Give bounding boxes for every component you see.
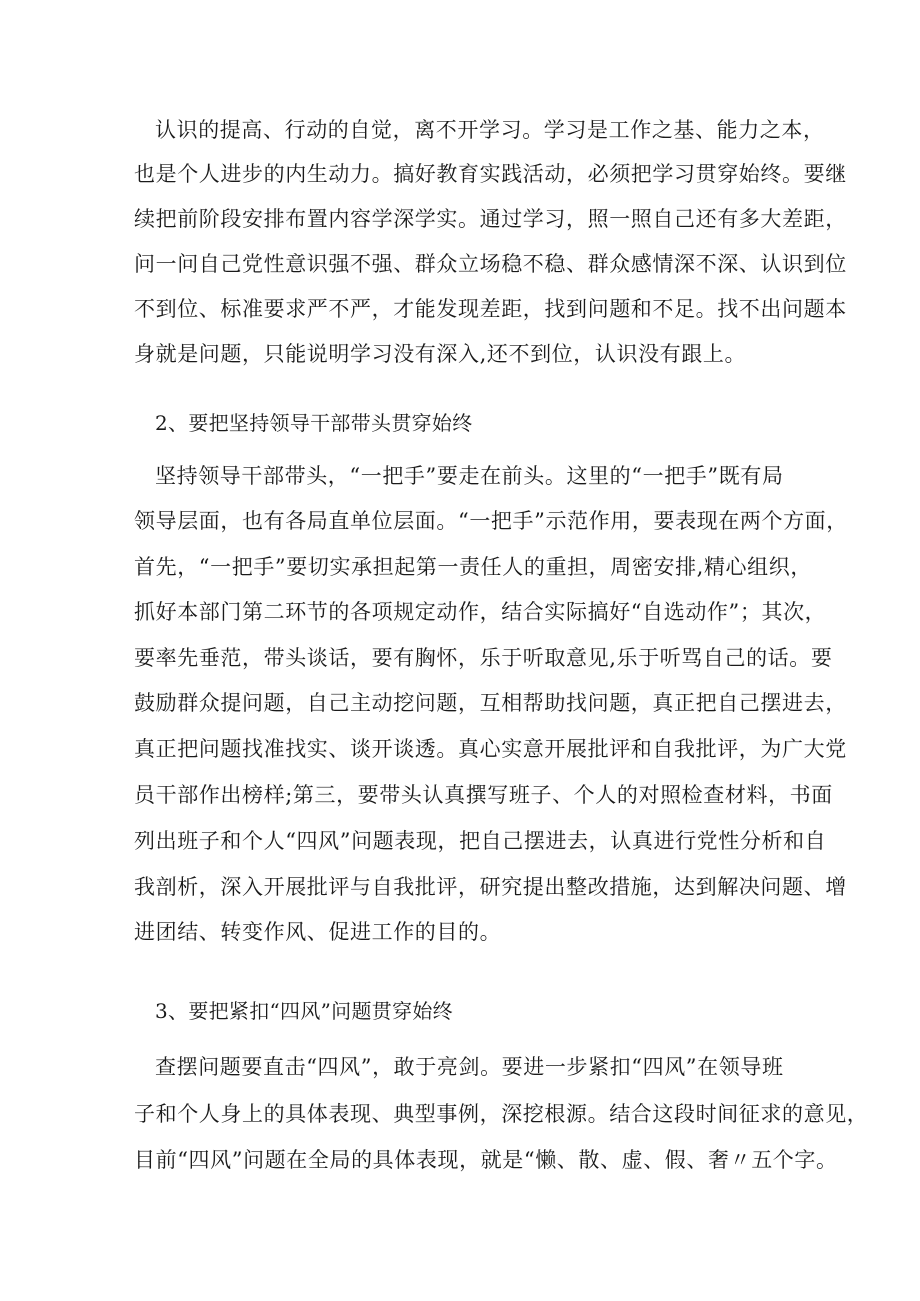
- paragraph-2-line-11: 进团结、转变作风、促进工作的目的。: [134, 920, 502, 944]
- paragraph-2-line-8: 员干部作出榜样;第三，要带头认真撰写班子、个人的对照检查材料，书面: [134, 783, 833, 807]
- paragraph-3-line-3: 目前“四风”问题在全局的具体表现，就是“懒、散、虚、假、奢〃五个字。: [134, 1148, 838, 1172]
- paragraph-1-line-2: 也是个人进步的内生动力。搞好教育实践活动，必须把学习贯穿始终。要继: [134, 162, 847, 186]
- paragraph-2-line-1: 坚持领导干部带头，“一把手”要走在前头。这里的“一把手”既有局: [155, 464, 784, 488]
- paragraph-2-line-9: 列出班子和个人“四风”问题表现，把自己摆进去，认真进行党性分析和自: [134, 829, 827, 853]
- paragraph-3-line-2: 子和个人身上的具体表现、典型事例，深挖根源。结合这段时间征求的意见，: [134, 1102, 869, 1126]
- paragraph-2-line-6: 鼓励群众提问题，自己主动挖问题，互相帮助找问题，真正把自己摆进去，: [134, 691, 847, 715]
- paragraph-2-line-5: 要率先垂范，带头谈话，要有胸怀，乐于听取意见,乐于听骂自己的话。要: [134, 646, 833, 670]
- paragraph-2-line-4: 抓好本部门第二环节的各项规定动作，结合实际搞好“自选动作”；其次，: [134, 600, 827, 624]
- section-heading-2: 2、要把坚持领导干部带头贯穿始终: [155, 411, 473, 435]
- paragraph-1-line-5: 不到位、标准要求严不严，才能发现差距，找到问题和不足。找不出问题本: [134, 297, 847, 321]
- paragraph-1-line-3: 续把前阶段安排布置内容学深学实。通过学习，照一照自己还有多大差距，: [134, 207, 847, 231]
- paragraph-1-line-6: 身就是问题，只能说明学习没有深入,还不到位，认识没有跟上。: [134, 342, 747, 366]
- paragraph-1-line-4: 问一问自己党性意识强不强、群众立场稳不稳、群众感情深不深、认识到位: [134, 252, 847, 276]
- paragraph-3-line-1: 查摆问题要直击“四风”，敢于亮剑。要进一步紧扣“四风”在领导班: [155, 1055, 784, 1079]
- paragraph-2-line-2: 领导层面，也有各局直单位层面。“一把手”示范作用，要表现在两个方面，: [134, 509, 848, 533]
- paragraph-2-line-7: 真正把问题找准找实、谈开谈透。真心实意开展批评和自我批评，为广大党: [134, 737, 847, 761]
- section-heading-3: 3、要把紧扣“四风”问题贯穿始终: [155, 999, 453, 1023]
- paragraph-2-line-3: 首先，“一把手”要切实承担起第一责任人的重担，周密安排,精心组织，: [134, 555, 812, 579]
- paragraph-2-line-10: 我剖析，深入开展批评与自我批评，研究提出整改措施，达到解决问题、增: [134, 875, 847, 899]
- paragraph-1-line-1: 认识的提高、行动的自觉，离不开学习。学习是工作之基、能力之本，: [155, 118, 825, 142]
